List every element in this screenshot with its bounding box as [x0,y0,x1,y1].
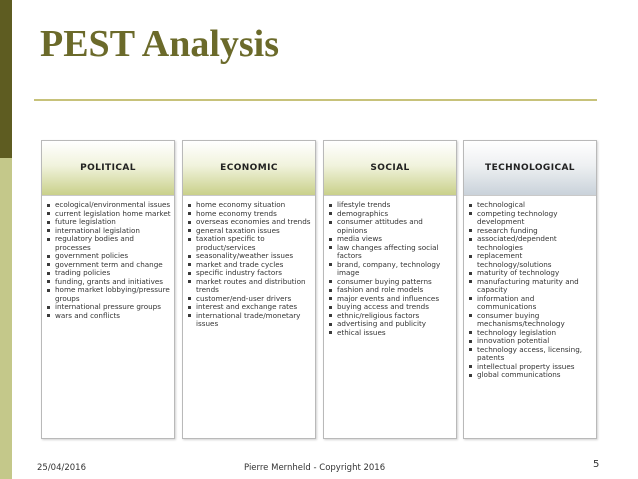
list-item: consumer buying mechanisms/technology [468,312,593,329]
list-item: taxation specific to product/services [187,235,312,252]
left-accent-bar-light [0,158,12,479]
list-item: international pressure groups [46,303,171,312]
column-economic [182,140,316,439]
column-political [41,140,175,439]
list-item: global communications [468,371,593,380]
list-item: brand, company, technology image [328,261,453,278]
list-item: major events and influences [328,295,453,304]
list-item: wars and conflicts [46,312,171,321]
column-heading-technological: TECHNOLOGICAL [464,141,596,196]
pest-table [41,140,597,440]
list-item: research funding [468,227,593,236]
list-item: seasonality/weather issues [187,252,312,261]
list-item: future legislation [46,218,171,227]
column-heading-economic: ECONOMIC [183,141,315,196]
list-item: government policies [46,252,171,261]
list-item: current legislation home market [46,210,171,219]
list-item: fashion and role models [328,286,453,295]
list-item: advertising and publicity [328,320,453,329]
list-item: trading policies [46,269,171,278]
list-item: ethical issues [328,329,453,338]
list-item: ecological/environmental issues [46,201,171,210]
slide-title: PEST Analysis [40,23,280,65]
list-item: innovation potential [468,337,593,346]
list-item: intellectual property issues [468,363,593,372]
list-item: government term and change [46,261,171,270]
list-item: consumer buying patterns [328,278,453,287]
item-list-technological [464,196,596,380]
list-item: buying access and trends [328,303,453,312]
list-item: specific industry factors [187,269,312,278]
list-item: lifestyle trends [328,201,453,210]
column-heading-political: POLITICAL [42,141,174,196]
list-item: media views [328,235,453,244]
list-item: home economy situation [187,201,312,210]
page-number: 5 [593,459,600,470]
list-item: replacement technology/solutions [468,252,593,269]
list-item: law changes affecting social factors [328,244,453,261]
list-item: overseas economies and trends [187,218,312,227]
item-list-economic [183,196,315,329]
list-item: technology legislation [468,329,593,338]
column-social [323,140,457,439]
list-item: manufacturing maturity and capacity [468,278,593,295]
footer-author: Pierre Mernheld - Copyright 2016 [244,463,386,473]
footer-date: 25/04/2016 [37,463,86,473]
list-item: international trade/monetary issues [187,312,312,329]
list-item: technological [468,201,593,210]
list-item: associated/dependent technologies [468,235,593,252]
title-divider [34,99,597,101]
list-item: technology access, licensing, patents [468,346,593,363]
list-item: regulatory bodies and processes [46,235,171,252]
list-item: market and trade cycles [187,261,312,270]
list-item: information and communications [468,295,593,312]
list-item: interest and exchange rates [187,303,312,312]
list-item: international legislation [46,227,171,236]
list-item: ethnic/religious factors [328,312,453,321]
list-item: market routes and distribution trends [187,278,312,295]
column-heading-social: SOCIAL [324,141,456,196]
column-technological [463,140,597,439]
list-item: demographics [328,210,453,219]
list-item: maturity of technology [468,269,593,278]
item-list-political [42,196,174,320]
list-item: general taxation issues [187,227,312,236]
list-item: competing technology development [468,210,593,227]
left-accent-bar-dark [0,0,12,158]
list-item: home market lobbying/pressure groups [46,286,171,303]
list-item: consumer attitudes and opinions [328,218,453,235]
list-item: customer/end-user drivers [187,295,312,304]
list-item: home economy trends [187,210,312,219]
item-list-social [324,196,456,337]
list-item: funding, grants and initiatives [46,278,171,287]
